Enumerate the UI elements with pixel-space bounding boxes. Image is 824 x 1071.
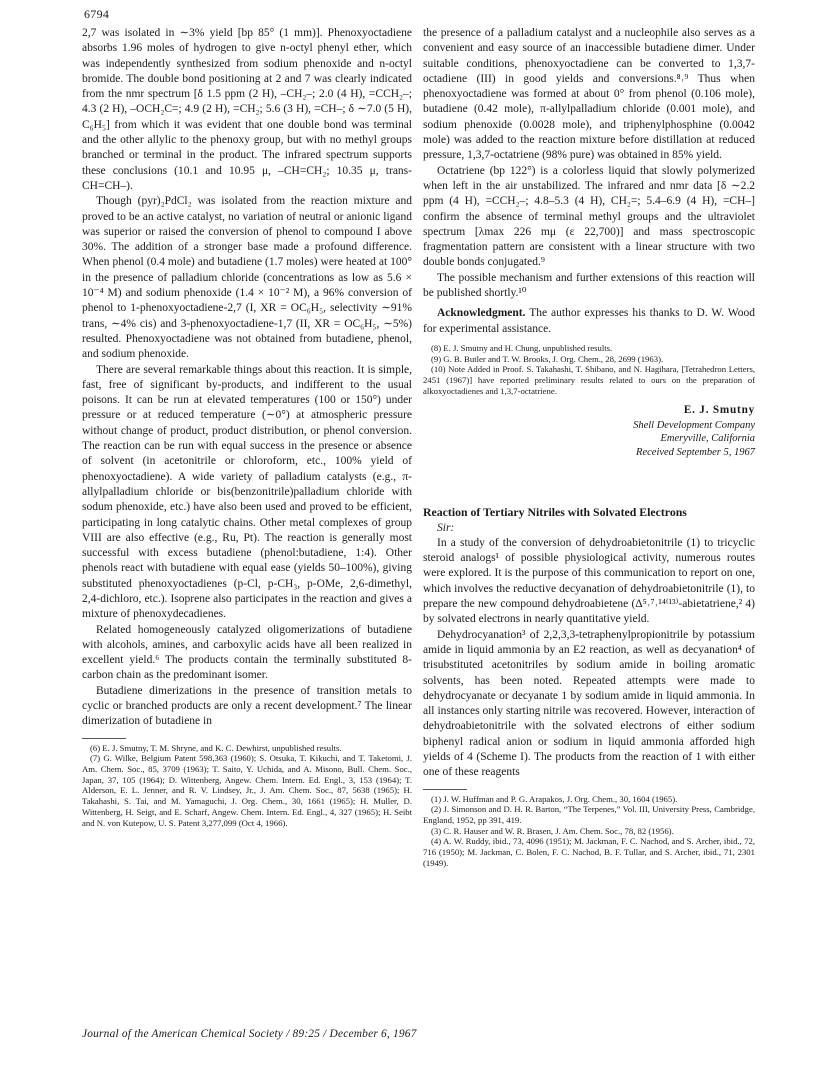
footnote: (9) G. B. Butler and T. W. Brooks, J. Org. Chem., 28, 2699 (1963). bbox=[431, 353, 664, 364]
author-company: Shell Development Company bbox=[633, 419, 755, 431]
footnote: (7) G. Wilke, Belgium Patent 598,363 (1960); S. Otsuka, T. Kikuchi, and T. Taketomi, J. Am. Chem. Soc., 85, 3709 (1963); T. Saito, Y. Uchida, and A. Misono, Bull. Chem. Soc., Japan, 37, 105 (1964); D. Wittenberg, Angew. Chem. Intern. Ed. Engl., 3, 153 (1964); T. Alderson, E. L. Jenner, and R. V. Lindsey, Jr., J. Am. Chem. Soc., 87, 5638 (1965); H. Takahashi, S. Tai, and M. Yamaguchi, J. Org. Chem., 30, 1661 (1965); H. Muller, D. Wittenberg, H. Seigt, and E. Scharf, Angew. Chem. Intern. Ed. Engl., 4, 327 (1965); H. Seibt and N. von Kutepow, U. S. Patent 3,277,099 (Oct 4, 1966). bbox=[82, 753, 412, 828]
body-paragraph: The possible mechanism and further extensions of this reaction will be published shortly.¹⁰ bbox=[423, 271, 755, 300]
body-paragraph: In a study of the conversion of dehydroabietonitrile (1) to tricyclic steroid analogs¹ of possible physiological activity, numerous routes were explored. It is the purpose of this communication to report on one, which involves the reductive decyanation of dehydroabietonitrile (1), to prepare the new compound dehydroabietene (Δ⁵˒⁷˒¹⁴⁽¹³⁾-abietatriene,² 4) by solvated electrons in nearly quantitative yield. bbox=[423, 536, 755, 626]
footnote: (10) Note Added in Proof. S. Takahashi, T. Shibano, and N. Hagihara, [Tetrahedron Letters, 2451 (1967)] have reported preliminary results related to ours on the preparation of alkoxyoctadienes and 1,3,7-octatriene. bbox=[423, 364, 755, 396]
author-block bbox=[423, 403, 755, 459]
article-title: Reaction of Tertiary Nitriles with Solvated Electrons bbox=[423, 505, 687, 520]
footnote-rule bbox=[82, 738, 126, 739]
page-number: 6794 bbox=[84, 7, 110, 21]
body-paragraph: There are several remarkable things about this reaction. It is simple, fast, free of significant by-products, and indifferent to the usual poisons. It can be run at elevated temperatures (100 or 150°) under pressure or at reduced temperature (∼0°) at atmospheric pressure without change of product, product distribution, or phenol conversion. The reaction can be run with equal success in the presence or absence of solvent (in acetonitrile or chloroform, etc., 100% yield of phenoxyoctadiene). A wide variety of palladium catalysts (e.g., π-allylpalladium chloride or bis(benzonitrile)palladium chloride with sodum phenoxide, etc.) have also been used and proved to be efficient, participating in long catalytic chains. Other metal complexes of group VIII are also effective (e.g., Ru, Pt). The reaction is generally most successful with excess butadiene (phenol:butadiene, 1:4). Other phenols react with butadiene with equal ease (yields 50–100%), giving substituted phenoxyoctadienes (p-Cl, p-CH₃, p-OMe, 2,6-dimethyl, 2,4-dichloro, etc.). Isoprene also participates in the reaction and gives a mixture of phenoxydecadienes. bbox=[82, 363, 412, 621]
body-paragraph: Related homogeneously catalyzed oligomerizations of butadiene with alcohols, amines, and carboxylic acids have all been realized in excellent yield.⁶ The products contain the terminally substituted 8-carbon chain as the predominant isomer. bbox=[82, 623, 412, 682]
footnotes bbox=[423, 794, 755, 869]
salutation: Sir: bbox=[437, 521, 455, 534]
footnote: (8) E. J. Smutny and H. Chung, unpublished results. bbox=[431, 342, 613, 353]
author-location: Emeryville, California bbox=[660, 433, 755, 445]
author-name: E. J. Smutny bbox=[683, 404, 755, 417]
body-paragraph: the presence of a palladium catalyst and a nucleophile also serves as a convenient and easy source of an inaccessible butadiene dimer. Under suitable conditions, phenoxyoctadiene can be converted to 1,3,7-octadiene (III) in good yields and conversions.⁸˒⁹ Thus when phenoxyoctadiene was formed at about 0° from phenol (0.106 mole), butadiene (0.42 mole), π-allylpalladium chloride (0.001 mole), and sodium phenoxide (0.0028 mole), and triphenylphosphine (0.0042 mole) was added to the reaction mixture before distillation at reduced pressure, 1,3,7-octatriene (98% pure) was obtained in 85% yield. bbox=[423, 27, 755, 162]
footnote: (2) J. Simonson and D. H. R. Barton, “The Terpenes,” Vol. III, University Press, Cambridge, England, 1952, pp 391, 419. bbox=[423, 804, 755, 825]
footnote: (3) C. R. Hauser and W. R. Brasen, J. Am. Chem. Soc., 78, 82 (1956). bbox=[431, 825, 674, 836]
acknowledgment-text: The author expresses his thanks to D. W. Wood for experimental assistance. bbox=[423, 307, 755, 335]
acknowledgment-label: Acknowledgment. bbox=[437, 307, 526, 320]
body-paragraph: Dehydrocyanation³ of 2,2,3,3-tetraphenylpropionitrile by potassium amide in liquid ammonia by an E2 reaction, as well as decyanation⁴ of trisubstituted acetonitriles by sodium amide in boiling aromatic solvents, has been noted. Repeated attempts were made to dehydrocyanate or decyanate 1 by sodium amide in liquid ammonia. In all instances only starting nitrile was recovered. However, interaction of dehydroabietonitrile with the solvated electrons of either sodium biphenyl radical anion or sodium in liquid ammonia afforded high yields of 4 (Scheme I). The products from the reaction of 1 with either one of these reagents bbox=[423, 628, 755, 779]
body-paragraph: Octatriene (bp 122°) is a colorless liquid that slowly polymerized when left in the air unstabilized. The infrared and nmr data [δ ∼2.2 ppm (4 H), =CCH₂–; 4.8–5.3 (4 H), CH₂=; 5.4–6.9 (4 H), =CH–] confirm the absence of terminal methyl groups and the ultraviolet spectrum [λmax 226 mμ (ε 22,700)] and mass spectroscopic fragmentation pattern are consistent with a linear structure with two double bonds conjugated.⁹ bbox=[423, 164, 755, 269]
footnote-rule bbox=[423, 789, 467, 790]
footnote: (6) E. J. Smutny, T. M. Shryne, and K. C. Dewhirst, unpublished results. bbox=[90, 742, 342, 753]
body-paragraph: 2,7 was isolated in ∼3% yield [bp 85° (1 mm)]. Phenoxyoctadiene absorbs 1.96 moles of hydrogen to give n-octyl phenyl ether, which was independently synthesized from sodium phenoxide and n-octyl bromide. The double bond positioning at 2 and 7 was clearly indicated from the nmr spectrum [δ 1.5 ppm (2 H), –CH₂–; 2.0 (4 H), =CCH₂–; 4.3 (2 H), –OCH₂C=; 4.9 (2 H), =CH₂; 5.6 (3 H), =CH–; δ ∼7.0 (5 H), C₆H₅] from which it was evident that one double bond was terminal and the other allylic to the phenoxy group, but with no methyl groups branched or terminal in the product. The infrared spectrum supports these conclusions (10.1 and 10.95 μ, –CH=CH₂; 10.35 μ, trans-CH=CH–). bbox=[82, 27, 412, 192]
footnotes bbox=[423, 343, 755, 397]
acknowledgment bbox=[423, 306, 755, 337]
footnotes bbox=[82, 743, 412, 829]
journal-footer: Journal of the American Chemical Society / 89:25 / December 6, 1967 bbox=[82, 1028, 417, 1040]
body-paragraph: Though (pyr)₂PdCl₂ was isolated from the reaction mixture and proved to be an active catalyst, no variation of neutral or anionic ligand was superior or raised the conversion of phenol to compound I above 30%. The addition of a stronger base made a profound difference. When phenol (0.4 mole) and butadiene (1.7 moles) were heated at 100° in the presence of palladium chloride (concentrations as low as 5.6 × 10⁻⁴ M) and sodium phenoxide (1.4 × 10⁻² M), a 96% conversion of phenol to 1-phenoxyoctadiene-2,7 (I, XR = OC₆H₅, selectivity ∼91% trans, ∼4% cis) and 3-phenoxyoctadiene-1,7 (II, XR = OC₆H₅, ∼5%) resulted. Phenoxyoctadiene was not obtained from butadiene, phenol, and sodium phenoxide. bbox=[82, 195, 412, 361]
received-date: Received September 5, 1967 bbox=[636, 446, 755, 458]
footnote: (4) A. W. Ruddy, ibid., 73, 4096 (1951); M. Jackman, F. C. Nachod, and S. Archer, ibid., 72, 716 (1950); M. Jackman, C. Bolen, F. C. Nachod, B. F. Tullar, and S. Archer, ibid., 71, 2301 (1949). bbox=[423, 836, 755, 868]
left-column bbox=[82, 26, 412, 828]
right-column bbox=[423, 26, 755, 869]
body-paragraph: Butadiene dimerizations in the presence of transition metals to cyclic or branched products are only a recent development.⁷ The linear dimerization of butadiene in bbox=[82, 684, 412, 728]
footnote: (1) J. W. Huffman and P. G. Arapakos, J. Org. Chem., 30, 1604 (1965). bbox=[431, 793, 678, 804]
